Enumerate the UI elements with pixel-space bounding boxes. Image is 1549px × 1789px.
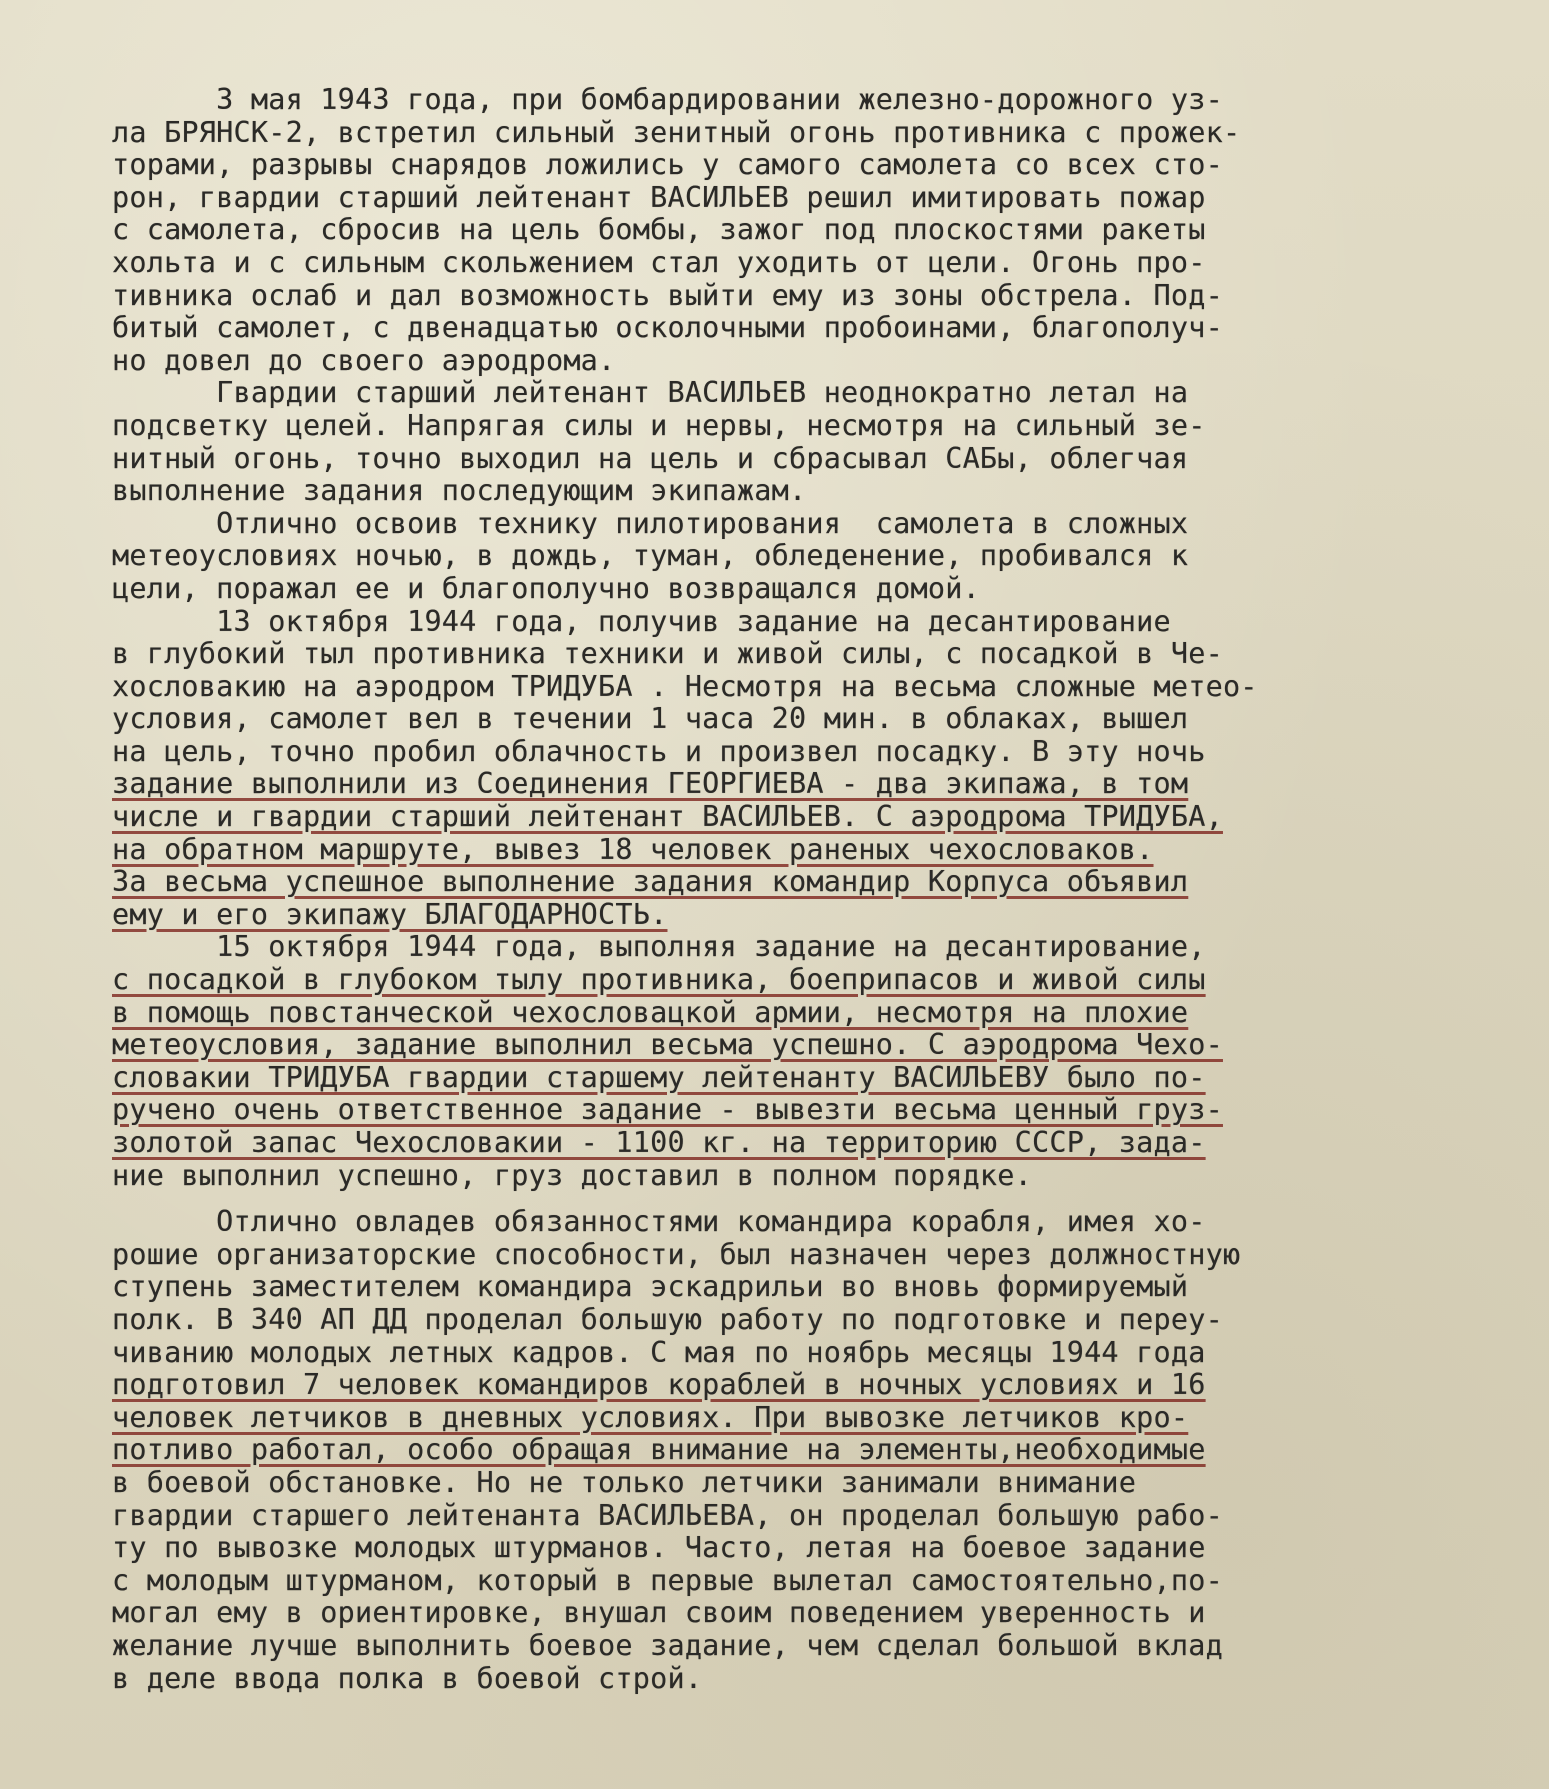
text-line: ручено очень ответственное задание - вывезти весьма ценный груз-: [112, 1093, 1223, 1127]
typewritten-text: [112, 84, 1442, 1695]
text-line: золотой запас Чехословакии - 1100 кг. на территорию СССР, зада-: [112, 1126, 1206, 1159]
paragraph-3: [112, 508, 1442, 606]
paragraph-gap: [112, 1192, 1442, 1206]
text-line: но довел до своего аэродрома.: [112, 343, 616, 377]
text-line: на обратном маршруте, вывез 18 человек раненых чехословаков.: [112, 832, 1154, 866]
text-line: нитный огонь, точно выходил на цель и сбрасывал САБы, облегчая: [112, 441, 1189, 475]
text-line: полк. В 340 АП ДД проделал большую работу по подготовке и переу-: [112, 1302, 1223, 1336]
text-line: подготовил 7 человек командиров кораблей в ночных условиях и 16: [112, 1368, 1206, 1402]
text-line: на цель, точно пробил облачность и произвел посадку. В эту ночь: [112, 734, 1206, 768]
text-line: Отлично овладев обязанностями командира корабля, имея хо-: [112, 1205, 1206, 1239]
text-line: потливо работал, особо обращая внимание на элементы,необходимые: [112, 1433, 1206, 1467]
text-line: могал ему в ориентировке, внушал своим поведением уверенность и: [112, 1596, 1206, 1630]
text-line: с посадкой в глубоком тылу противника, боеприпасов и живой силы: [112, 963, 1206, 997]
text-line: рон, гвардии старший лейтенант ВАСИЛЬЕВ решил имитировать пожар: [112, 180, 1206, 214]
paragraph-2: [112, 377, 1442, 507]
text-line: цели, поражал ее и благополучно возвращался домой.: [112, 571, 980, 605]
text-line: битый самолет, с двенадцатью осколочными пробоинами, благополуч-: [112, 311, 1223, 345]
text-line: ступень заместителем командира эскадрильи во вновь формируемый: [112, 1270, 1189, 1304]
text-line: подсветку целей. Напрягая силы и нервы, несмотря на сильный зе-: [112, 408, 1206, 442]
paragraph-4: [112, 606, 1442, 932]
text-line: в боевой обстановке. Но не только летчики занимали внимание: [112, 1465, 1137, 1499]
text-line: ние выполнил успешно, груз доставил в полном порядке.: [112, 1158, 1032, 1192]
text-line: хольта и с сильным скольжением стал уходить от цели. Огонь про-: [112, 245, 1206, 279]
text-line: ту по вывозке молодых штурманов. Часто, летая на боевое задание: [112, 1531, 1206, 1565]
text-line: в деле ввода полка в боевой строй.: [112, 1661, 703, 1695]
text-line: ему и его экипажу БЛАГОДАРНОСТЬ.: [112, 897, 668, 931]
text-line: условия, самолет вел в течении 1 часа 20 мин. в облаках, вышел: [112, 702, 1189, 736]
text-line: метеоусловиях ночью, в дождь, туман, обледенение, пробивался к: [112, 539, 1189, 573]
text-line: с самолета, сбросив на цель бомбы, зажог под плоскостями ракеты: [112, 213, 1206, 247]
paragraph-1: [112, 84, 1442, 377]
text-line: гвардии старшего лейтенанта ВАСИЛЬЕВА, он проделал большую рабо-: [112, 1498, 1223, 1532]
paragraph-6: [112, 1206, 1442, 1695]
text-line: с молодым штурманом, который в первые вылетал самостоятельно,по-: [112, 1563, 1223, 1597]
text-line: в помощь повстанческой чехословацкой армии, несмотря на плохие: [112, 995, 1189, 1029]
text-line: чиванию молодых летных кадров. С мая по ноябрь месяцы 1944 года: [112, 1335, 1206, 1369]
text-line: Гвардии старший лейтенант ВАСИЛЬЕВ неоднократно летал на: [112, 376, 1189, 410]
text-line: желание лучше выполнить боевое задание, чем сделал большой вклад: [112, 1628, 1223, 1662]
text-line: задание выполнили из Соединения ГЕОРГИЕВА - два экипажа, в том: [112, 767, 1189, 801]
text-line: хословакию на аэродром ТРИДУБА . Несмотря на весьма сложные метео-: [112, 669, 1258, 703]
text-line: 3 мая 1943 года, при бомбардировании железно-дорожного уз-: [112, 83, 1223, 116]
text-line: человек летчиков в дневных условиях. При вывозке летчиков кро-: [112, 1400, 1189, 1434]
text-line: числе и гвардии старший лейтенант ВАСИЛЬЕВ. С аэродрома ТРИДУБА,: [112, 800, 1223, 834]
text-line: 13 октября 1944 года, получив задание на десантирование: [112, 604, 1171, 638]
text-line: 15 октября 1944 года, выполняя задание на десантирование,: [112, 930, 1206, 964]
text-line: метеоусловия, задание выполнил весьма успешно. С аэродрома Чехо-: [112, 1028, 1223, 1062]
text-line: Отлично освоив технику пилотирования самолета в сложных: [112, 506, 1189, 540]
text-line: торами, разрывы снарядов ложились у самого самолета со всех сто-: [112, 148, 1223, 182]
text-line: словакии ТРИДУБА гвардии старшему лейтенанту ВАСИЛЬЕВУ было по-: [112, 1060, 1206, 1094]
paragraph-5: [112, 931, 1442, 1192]
text-line: тивника ослаб и дал возможность выйти ему из зоны обстрела. Под-: [112, 278, 1223, 312]
text-line: За весьма успешное выполнение задания командир Корпуса объявил: [112, 865, 1189, 899]
text-line: выполнение задания последующим экипажам.: [112, 474, 807, 508]
text-line: в глубокий тыл противника техники и живой силы, с посадкой в Че-: [112, 637, 1223, 671]
text-line: рошие организаторские способности, был назначен через должностную: [112, 1237, 1241, 1271]
text-line: ла БРЯНСК-2, встретил сильный зенитный огонь противника с прожек-: [112, 115, 1241, 149]
